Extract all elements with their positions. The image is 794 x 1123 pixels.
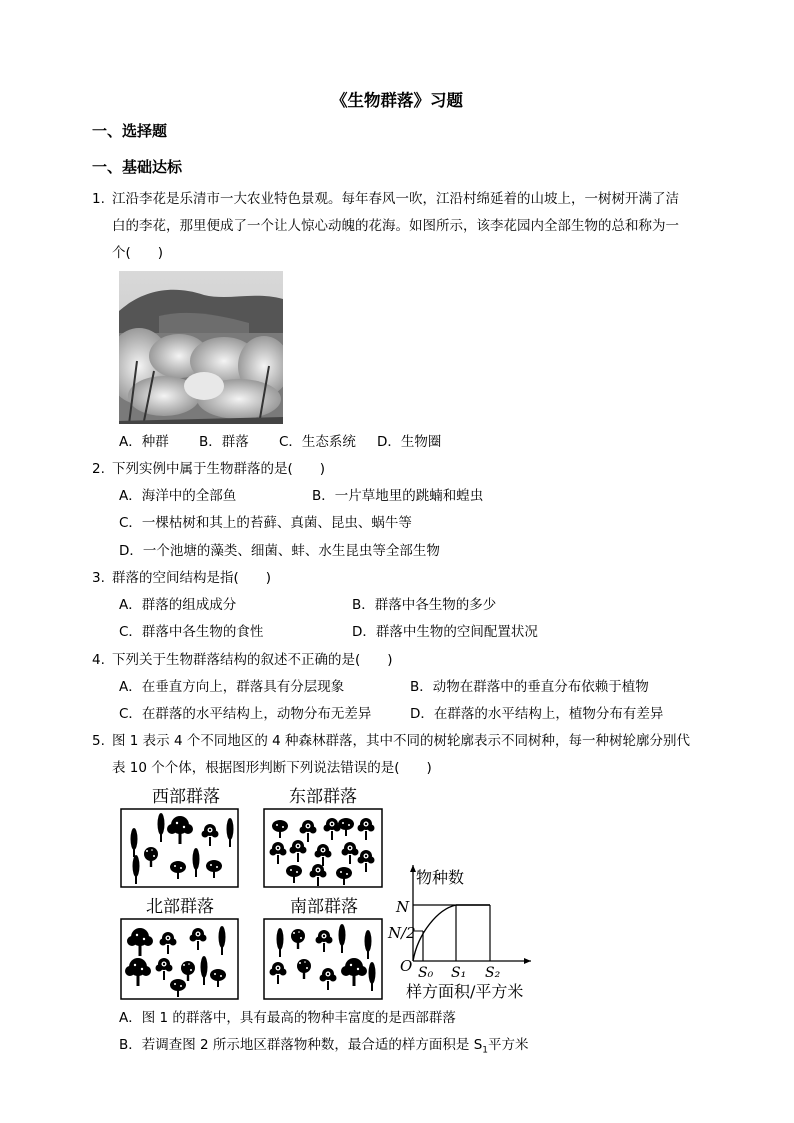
q5-line1: 图 1 表示 4 个不同地区的 4 种森林群落，其中不同的树轮廓表示不同树种，每一种树轮廓分别代 bbox=[112, 733, 691, 749]
q4-option-a: A．在垂直方向上，群落具有分层现象 bbox=[119, 679, 345, 695]
q3-stem: 群落的空间结构是指( ) bbox=[112, 570, 272, 586]
q2-option-d: D．一个池塘的藻类、细菌、蚌、水生昆虫等全部生物 bbox=[119, 543, 440, 559]
q5-option-b-text: B．若调查图 2 所示地区群落物种数，最合适的样方面积是 S bbox=[119, 1037, 483, 1053]
panel-west-label: 西部群落 bbox=[152, 787, 220, 807]
panel-south-label: 南部群落 bbox=[290, 897, 358, 917]
q5-line2: 表 10 个个体，根据图形判断下列说法错误的是( ) bbox=[112, 760, 432, 776]
q3-number: 3. bbox=[92, 570, 105, 586]
q5-option-b-unit: 平方米 bbox=[488, 1037, 529, 1053]
panel-south-trees bbox=[270, 924, 376, 991]
q1-option-c: C．生态系统 bbox=[279, 434, 356, 450]
panel-west-trees bbox=[131, 813, 234, 884]
q3-option-c: C．群落中各生物的食性 bbox=[119, 624, 264, 640]
graph-y-tick-n: N bbox=[396, 898, 410, 916]
graph-y-tick-half-n: N/2 bbox=[388, 924, 416, 942]
q5-option-b bbox=[119, 1035, 529, 1061]
graph-y-axis-label: 物种数 bbox=[416, 868, 465, 887]
panel-north-label: 北部群落 bbox=[146, 897, 214, 917]
graph-origin: O bbox=[400, 957, 413, 975]
q3-option-b: B．群落中各生物的多少 bbox=[352, 597, 497, 613]
q1-option-a: A．种群 bbox=[119, 434, 169, 450]
q4-stem: 下列关于生物群落结构的叙述不正确的是( ) bbox=[112, 652, 393, 668]
q1-option-b: B．群落 bbox=[199, 434, 249, 450]
forest-community-figure bbox=[118, 783, 533, 1003]
q2-option-c: C．一棵枯树和其上的苔藓、真菌、昆虫、蜗牛等 bbox=[119, 515, 412, 531]
species-area-graph bbox=[387, 865, 531, 1001]
panel-east-label: 东部群落 bbox=[289, 787, 357, 807]
graph-x-axis-label: 样方面积/平方米 bbox=[406, 982, 524, 1001]
q4-option-b: B．动物在群落中的垂直分布依赖于植物 bbox=[410, 679, 649, 695]
q2-number: 2. bbox=[92, 461, 105, 477]
section-heading-basic: 一、基础达标 bbox=[92, 158, 183, 176]
plum-blossom-photo bbox=[119, 271, 283, 424]
graph-x-tick-s1: S₁ bbox=[451, 965, 467, 981]
graph-x-tick-s0: S₀ bbox=[418, 965, 434, 981]
q1-line3: 个( ) bbox=[112, 245, 164, 261]
q1-line2: 白的李花，那里便成了一个让人惊心动魄的花海。如图所示，该李花园内全部生物的总和称为一 bbox=[112, 218, 679, 234]
q2-stem: 下列实例中属于生物群落的是( ) bbox=[112, 461, 326, 477]
q2-option-b: B．一片草地里的跳蝻和蝗虫 bbox=[312, 488, 484, 504]
q4-option-d: D．在群落的水平结构上，植物分布有差异 bbox=[410, 706, 664, 722]
q5-number: 5. bbox=[92, 733, 105, 749]
page-title: 《生物群落》习题 bbox=[331, 91, 463, 110]
q4-number: 4. bbox=[92, 652, 105, 668]
q2-option-a: A．海洋中的全部鱼 bbox=[119, 488, 237, 504]
q5-option-a: A．图 1 的群落中，具有最高的物种丰富度的是西部群落 bbox=[119, 1010, 456, 1026]
q3-option-a: A．群落的组成成分 bbox=[119, 597, 237, 613]
graph-x-tick-s2: S₂ bbox=[485, 965, 501, 981]
panel-east-trees bbox=[270, 818, 375, 886]
panel-north-trees bbox=[125, 926, 226, 997]
q4-option-c: C．在群落的水平结构上，动物分布无差异 bbox=[119, 706, 372, 722]
q1-number: 1. bbox=[92, 191, 105, 207]
section-heading-choice: 一、选择题 bbox=[92, 122, 168, 140]
q1-option-d: D．生物圈 bbox=[377, 434, 442, 450]
q1-line1: 江沿李花是乐清市一大农业特色景观。每年春风一吹，江沿村绵延着的山坡上，一树树开满了洁 bbox=[112, 191, 679, 207]
q3-option-d: D．群落中生物的空间配置状况 bbox=[352, 624, 538, 640]
q5-option-b-subscript: 1 bbox=[482, 1045, 489, 1056]
